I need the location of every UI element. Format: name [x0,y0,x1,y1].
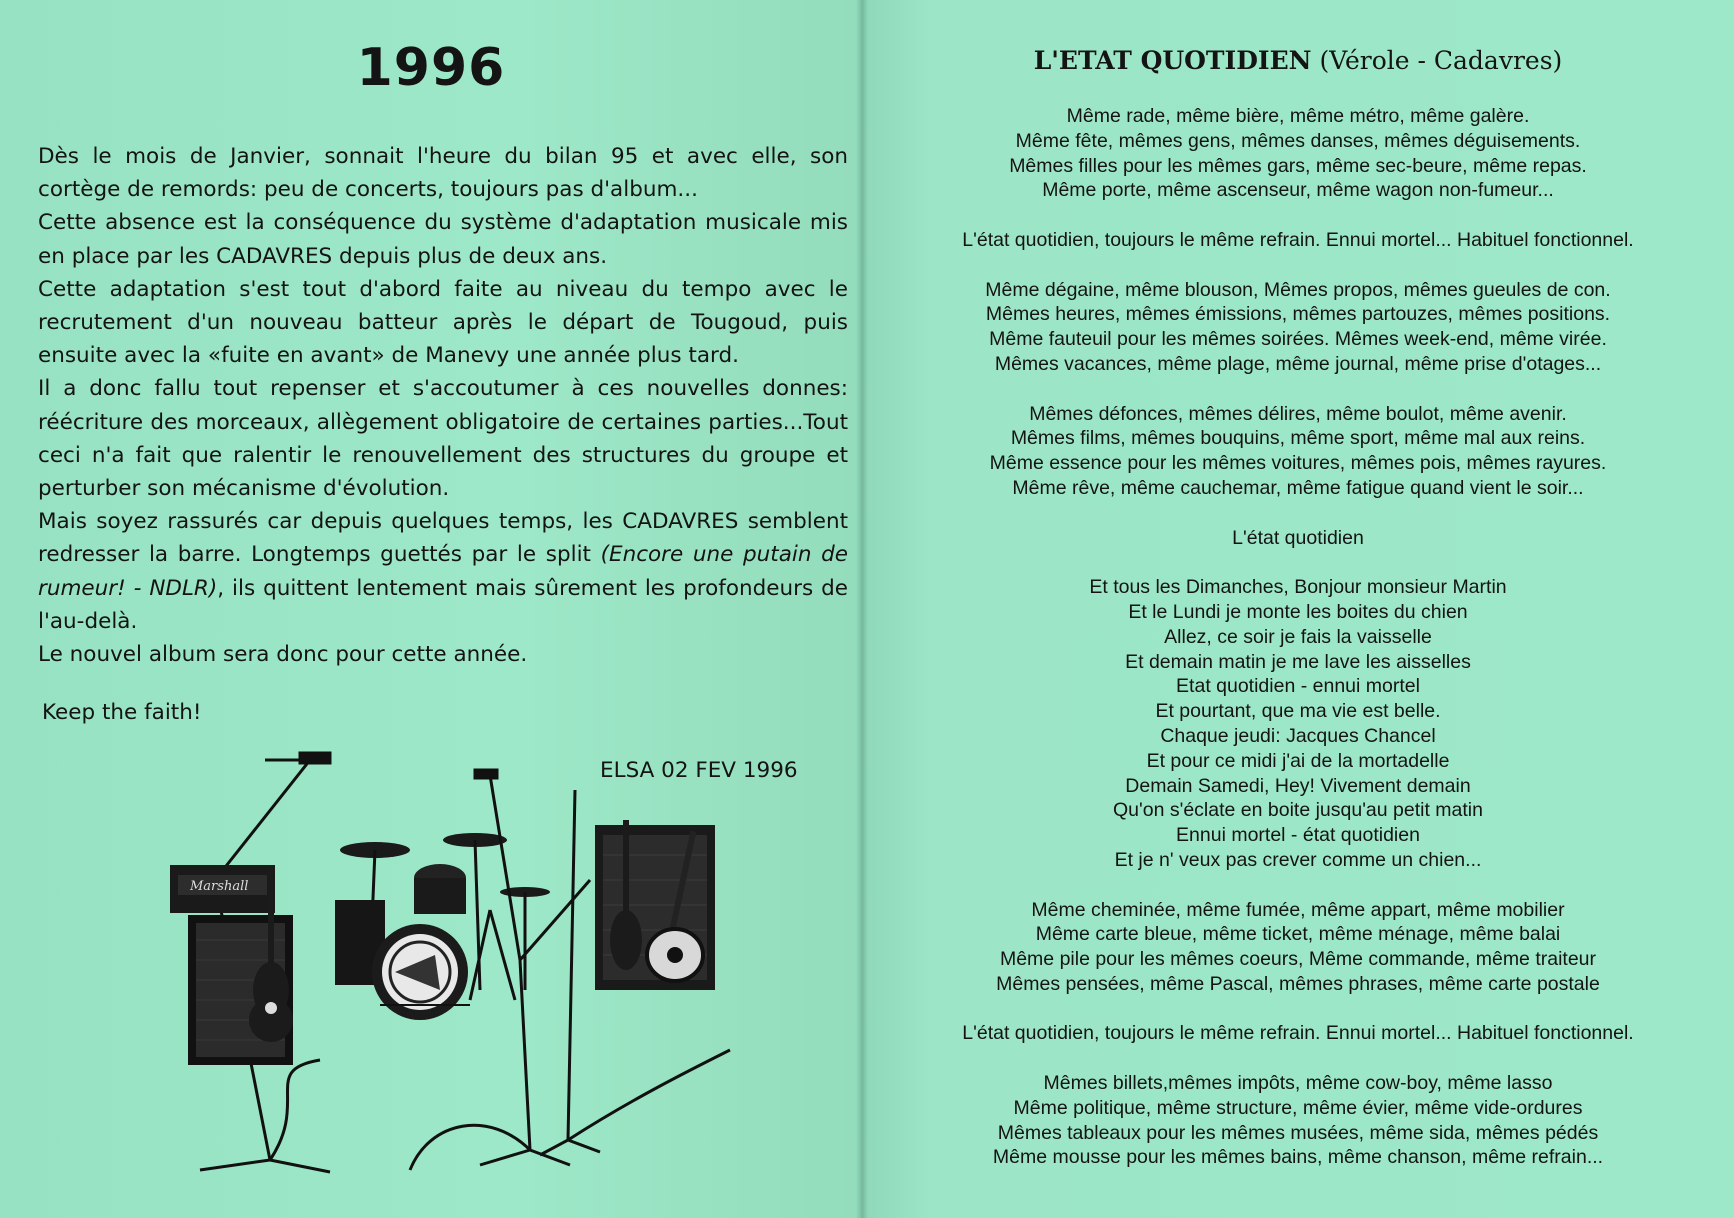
song-title: L'ETAT QUOTIDIEN [1033,46,1312,75]
amp-brand-label: Marshall [190,879,249,894]
signature: ELSA 02 FEV 1996 [600,758,798,783]
lyric-line: Mêmes vacances, même plage, même journal, même prise d'otages... [994,352,1602,375]
stanza-gap [862,997,1734,1022]
article-paragraph: Il a donc fallu tout repenser et s'accoutumer à ces nouvelles donnes: réécriture des morceaux, allègement obligatoire de certaines parties...Tout ceci n'a fait que ralentir le renouvellement des structures du groupe et perturber son mécanisme d'évolution. [38,376,848,502]
lyric-line: Et demain matin je me lave les aisselles [1125,650,1471,673]
stanza-gap [862,1046,1734,1071]
lyric-line: L'état quotidien, toujours le même refrain. Ennui mortel... Habituel fonctionnel. [962,1022,1634,1045]
lyric-line: Même politique, même structure, même évier, même vide-ordures [1013,1096,1583,1119]
stanza-gap [862,550,1734,575]
article-paragraph: Cette absence est la conséquence du système d'adaptation musicale mis en place par les CADAVRES depuis plus de deux ans. [38,210,848,269]
lyric-line: Mêmes heures, mêmes émissions, mêmes partouzes, mêmes positions. [985,303,1611,326]
lyric-line: Mêmes billets,mêmes impôts, même cow-boy, même lasso [1043,1072,1553,1095]
lyric-line: Même cheminée, même fumée, même appart, même mobilier [1031,898,1565,921]
drum-kit-icon [335,864,515,1020]
lyric-line: Même fête, mêmes gens, mêmes danses, mêmes déguisements. [1015,129,1581,152]
lyric-line: Même dégaine, même blouson, Mêmes propos, mêmes gueules de con. [985,278,1611,301]
lyric-line: L'état quotidien [1232,526,1364,549]
lyric-line: Mêmes filles pour les mêmes gars, même sec-beure, même repas. [1009,154,1587,177]
lyric-line: Demain Samedi, Hey! Vivement demain [1125,774,1471,797]
lyric-line: Qu'on s'éclate en boite jusqu'au petit matin [1113,799,1483,822]
song-credit: (Vérole - Cadavres) [1319,46,1563,75]
article-text: Mais soyez rassurés car depuis quelques temps, les CADAVRES semblent redresser la barre. Longtemps guettés par le split [38,509,848,568]
article-text: , ils quittent lentement mais sûrement les profondeurs de l'au-delà. [38,575,848,634]
lyric-line: Même mousse pour les mêmes bains, même chanson, même refrain... [992,1146,1604,1169]
lyric-line: Mêmes pensées, même Pascal, mêmes phrases, même carte postale [996,972,1600,995]
song-lyrics [862,104,1734,1170]
lyric-line: Même rêve, même cauchemar, même fatigue quand vient le soir... [1012,476,1584,499]
lyric-line: Chaque jeudi: Jacques Chancel [1160,724,1436,747]
lyric-line: Même rade, même bière, même métro, même galère. [1066,105,1530,127]
stanza-gap [862,873,1734,898]
song-title-block [862,46,1734,75]
year-title: 1996 [356,38,506,98]
band-stage-illustration [170,740,790,1180]
lyric-line: Allez, ce soir je fais la vaisselle [1164,625,1432,648]
article-paragraph: Le nouvel album sera donc pour cette année. [38,642,528,668]
lyric-line: Mêmes défonces, mêmes délires, même boulot, même avenir. [1029,402,1567,425]
stanza-gap [862,377,1734,402]
lyric-line: Mêmes films, mêmes bouquins, même sport, même mal aux reins. [1010,427,1586,450]
lyric-line: Et je n' veux pas crever comme un chien... [1114,848,1482,871]
lyric-line: Même pile pour les mêmes coeurs, Même commande, même traiteur [999,948,1597,971]
stanza-gap [862,501,1734,526]
signoff: Keep the faith! [42,700,202,725]
article-paragraph [38,505,848,638]
lyric-line: Et le Lundi je monte les boites du chien [1128,600,1468,623]
lyric-line: Et pourtant, que ma vie est belle. [1155,700,1441,723]
lyric-line: Même carte bleue, même ticket, même ménage, même balai [1035,923,1561,946]
article-paragraph: Dès le mois de Janvier, sonnait l'heure du bilan 95 et avec elle, son cortège de remords: peu de concerts, toujours pas d'album... [38,144,848,203]
lyric-line: Mêmes tableaux pour les mêmes musées, même sida, mêmes pédés [997,1121,1599,1144]
article-body [38,140,848,671]
editor-note: (Encore une putain de rumeur! - NDLR) [38,542,848,601]
lyric-line: Etat quotidien - ennui mortel [1176,675,1420,698]
lyric-line: Même fauteuil pour les mêmes soirées. Mêmes week-end, même virée. [989,328,1607,351]
lyric-line: L'état quotidien, toujours le même refrain. Ennui mortel... Habituel fonctionnel. [962,228,1634,251]
lyric-line: Ennui mortel - état quotidien [1176,824,1420,847]
lyric-line: Même essence pour les mêmes voitures, mêmes pois, mêmes rayures. [989,452,1607,475]
stanza-gap [862,203,1734,228]
lyric-line: Et tous les Dimanches, Bonjour monsieur Martin [1089,576,1507,599]
stanza-gap [862,253,1734,278]
article-paragraph: Cette adaptation s'est tout d'abord faite au niveau du tempo avec le recrutement d'un nouveau batteur après le départ de Tougoud, puis ensuite avec la «fuite en avant» de Manevy une année plus tard. [38,276,848,369]
lyric-line: Et pour ce midi j'ai de la mortadelle [1146,749,1450,772]
lyric-line: Même porte, même ascenseur, même wagon non-fumeur... [1042,179,1554,202]
